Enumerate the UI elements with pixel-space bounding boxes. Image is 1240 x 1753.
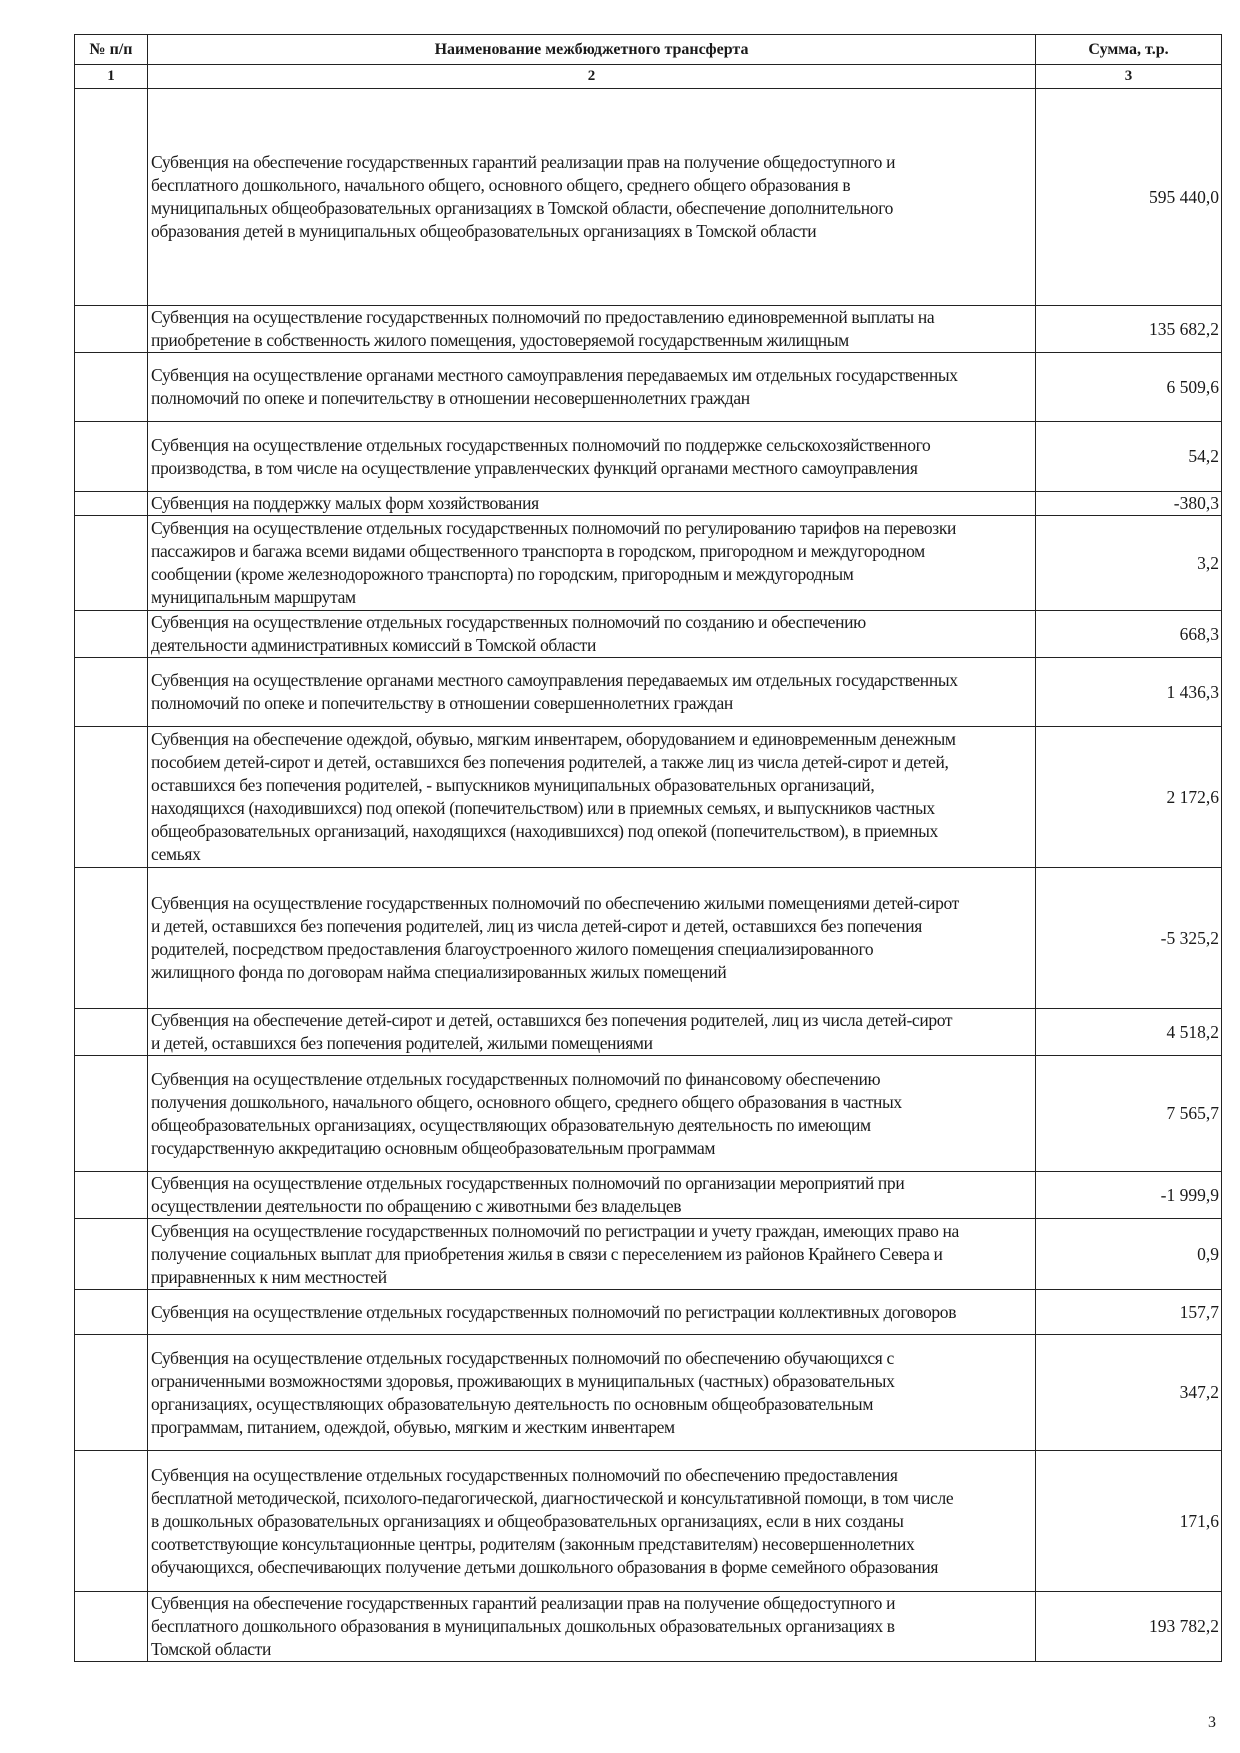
transfer-sum-cell: 4 518,2 (1036, 1009, 1222, 1056)
row-number-cell (75, 1219, 148, 1290)
table-row (75, 1172, 1222, 1219)
transfer-sum-cell: 0,9 (1036, 1219, 1222, 1290)
transfer-name-line: Томской области (151, 1639, 271, 1659)
transfer-name-line: полномочий по опеке и попечительству в отношении несовершеннолетних граждан (151, 388, 750, 408)
transfer-name-line: получения дошкольного, начального общего, основного общего, среднего общего образования в частных (151, 1091, 902, 1112)
transfer-name-cell (148, 1451, 1036, 1592)
transfers-table (74, 34, 1222, 1662)
header-row (75, 35, 1222, 65)
transfer-name-line: соответствующие консультационные центры, родителям (законным представителям) несовершеннолетних (151, 1533, 915, 1554)
transfer-name-line: Субвенция на осуществление отдельных государственных полномочий по регистрации коллективных договоров (151, 1301, 957, 1322)
transfer-name-cell (148, 1592, 1036, 1662)
transfer-name-line: Субвенция на осуществление отдельных государственных полномочий по обеспечению предоставления (151, 1464, 898, 1485)
transfer-sum-cell: 157,7 (1036, 1290, 1222, 1335)
table-row (75, 1335, 1222, 1451)
transfer-name-line: приобретение в собственность жилого помещения, удостоверяемой государственным жилищным (151, 330, 849, 350)
header-name: Наименование межбюджетного трансферта (148, 35, 1036, 65)
column-number-row (75, 65, 1222, 89)
transfer-name-cell (148, 658, 1036, 727)
transfer-sum-cell: -1 999,9 (1036, 1172, 1222, 1219)
transfer-name-line: Субвенция на осуществление отдельных государственных полномочий по обеспечению обучающихся с (151, 1347, 894, 1368)
transfer-name-cell (148, 1335, 1036, 1451)
transfer-name-line: производства, в том числе на осуществление управленческих функций органами местного самоуправления (151, 457, 918, 478)
row-number-cell (75, 89, 148, 306)
transfer-name-line: Субвенция на осуществление государственных полномочий по обеспечению жилыми помещениями детей-сирот (151, 893, 959, 913)
table-row (75, 611, 1222, 658)
transfer-name-line: находящихся (находившихся) под опекой (попечительством) или в приемных семьях, и выпускников частных (151, 798, 935, 818)
transfer-name-line: и детей, оставшихся без попечения родителей, лиц из числа детей-сирот и детей, оставшихся без попечения (151, 916, 922, 936)
transfer-name-line: Субвенция на осуществление органами местного самоуправления передаваемых им отдельных государственных (151, 670, 958, 690)
transfer-sum-cell: -380,3 (1036, 492, 1222, 516)
table-row (75, 727, 1222, 868)
row-number-cell (75, 353, 148, 422)
transfer-name-cell (148, 727, 1036, 868)
transfer-name-line: Субвенция на обеспечение государственных гарантий реализации прав на получение общедоступного и (151, 152, 896, 172)
table-row (75, 868, 1222, 1009)
transfer-name-cell (148, 1219, 1036, 1290)
table-row (75, 422, 1222, 492)
table-row (75, 1451, 1222, 1592)
transfer-name-cell (148, 1056, 1036, 1172)
transfer-name-line: осуществлении деятельности по обращению с животными без владельцев (151, 1196, 682, 1216)
table-row (75, 1290, 1222, 1335)
transfer-name-line: Субвенция на осуществление государственных полномочий по регистрации и учету граждан, имеющих право на (151, 1220, 959, 1241)
transfer-name-line: ограниченными возможностями здоровья, проживающих в муниципальных (частных) образовательных (151, 1370, 895, 1391)
transfer-sum-cell: 595 440,0 (1036, 89, 1222, 306)
transfer-name-cell (148, 492, 1036, 516)
transfer-name-line: Субвенция на осуществление отдельных государственных полномочий по регулированию тарифов на перевозки (151, 518, 957, 538)
row-number-cell (75, 1290, 148, 1335)
transfer-name-line: бесплатного дошкольного образования в муниципальных дошкольных образовательных организациях в (151, 1616, 895, 1636)
transfer-name-line: Субвенция на поддержку малых форм хозяйствования (151, 493, 539, 513)
transfer-name-line: муниципальным маршрутам (151, 587, 356, 607)
transfer-name-line: сообщении (кроме железнодорожного транспорта) по городским, пригородным и междугородным (151, 564, 854, 584)
transfer-name-line: образования детей в муниципальных общеобразовательных организациях в Томской области (151, 221, 817, 241)
transfer-name-line: и детей, оставшихся без попечения родителей, жилыми помещениями (151, 1033, 653, 1053)
row-number-cell (75, 727, 148, 868)
transfer-name-line: общеобразовательных организациях, осуществляющих образовательную деятельность по имеющим (151, 1114, 871, 1135)
row-number-cell (75, 611, 148, 658)
transfer-sum-cell: 1 436,3 (1036, 658, 1222, 727)
header-number: № п/п (75, 35, 148, 65)
transfer-sum-cell: 135 682,2 (1036, 306, 1222, 353)
transfer-sum-cell: 668,3 (1036, 611, 1222, 658)
transfer-name-cell (148, 353, 1036, 422)
transfer-name-cell (148, 1172, 1036, 1219)
transfer-name-line: обучающихся, обеспечивающих получение детьми дошкольного образования в форме семейного образования (151, 1556, 939, 1577)
transfer-name-line: Субвенция на осуществление отдельных государственных полномочий по организации мероприятий при (151, 1173, 905, 1193)
column-number: 2 (148, 65, 1036, 89)
row-number-cell (75, 658, 148, 727)
transfer-sum-cell: -5 325,2 (1036, 868, 1222, 1009)
transfer-name-cell (148, 89, 1036, 306)
transfer-name-line: пособием детей-сирот и детей, оставшихся без попечения родителей, а также лиц из числа детей-сирот и детей, (151, 752, 949, 772)
transfer-name-line: Субвенция на осуществление отдельных государственных полномочий по созданию и обеспечению (151, 612, 866, 632)
page-number: 3 (1208, 1714, 1216, 1731)
row-number-cell (75, 868, 148, 1009)
transfer-name-line: муниципальных общеобразовательных организациях в Томской области, обеспечение дополнительного (151, 198, 893, 218)
transfer-name-cell (148, 1009, 1036, 1056)
transfer-sum-cell: 193 782,2 (1036, 1592, 1222, 1662)
table-row (75, 353, 1222, 422)
transfer-name-line: Субвенция на осуществление органами местного самоуправления передаваемых им отдельных государственных (151, 365, 958, 385)
transfer-sum-cell: 2 172,6 (1036, 727, 1222, 868)
table-row (75, 1009, 1222, 1056)
transfer-name-line: Субвенция на обеспечение государственных гарантий реализации прав на получение общедоступного и (151, 1593, 896, 1613)
transfer-name-line: в дошкольных образовательных организациях и общеобразовательных организациях, если в них созданы (151, 1510, 904, 1531)
row-number-cell (75, 1451, 148, 1592)
row-number-cell (75, 492, 148, 516)
table-row (75, 306, 1222, 353)
table-row (75, 1219, 1222, 1290)
row-number-cell (75, 516, 148, 611)
row-number-cell (75, 306, 148, 353)
transfer-name-line: пассажиров и багажа всеми видами общественного транспорта в городском, пригородном и междугородном (151, 541, 925, 561)
transfer-name-line: Субвенция на осуществление отдельных государственных полномочий по финансовому обеспечению (151, 1068, 881, 1089)
column-number: 3 (1036, 65, 1222, 89)
table-row (75, 1056, 1222, 1172)
transfer-name-line: Субвенция на обеспечение детей-сирот и детей, оставшихся без попечения родителей, лиц из числа детей-сирот (151, 1010, 953, 1030)
transfer-name-line: деятельности административных комиссий в Томской области (151, 635, 596, 655)
transfer-name-line: получение социальных выплат для приобретения жилья в связи с переселением из районов Крайнего Севера и (151, 1243, 943, 1264)
row-number-cell (75, 1172, 148, 1219)
transfer-name-line: программам, питанием, одеждой, обувью, мягким и жестким инвентарем (151, 1416, 675, 1437)
transfer-name-cell (148, 422, 1036, 492)
table-row (75, 1592, 1222, 1662)
table-row (75, 516, 1222, 611)
transfer-sum-cell: 6 509,6 (1036, 353, 1222, 422)
transfer-name-line: Субвенция на осуществление отдельных государственных полномочий по поддержке сельскохозяйственного (151, 434, 931, 455)
table-row (75, 658, 1222, 727)
transfer-name-line: бесплатной методической, психолого-педагогической, диагностической и консультативной помощи, в том числе (151, 1487, 954, 1508)
column-number: 1 (75, 65, 148, 89)
transfer-sum-cell: 347,2 (1036, 1335, 1222, 1451)
row-number-cell (75, 1335, 148, 1451)
row-number-cell (75, 1592, 148, 1662)
row-number-cell (75, 1056, 148, 1172)
transfer-name-cell (148, 306, 1036, 353)
table-row (75, 89, 1222, 306)
transfer-sum-cell: 54,2 (1036, 422, 1222, 492)
transfer-name-line: Субвенция на обеспечение одеждой, обувью, мягким инвентарем, оборудованием и единовременным денежным (151, 729, 956, 749)
transfer-name-line: государственную аккредитацию основным общеобразовательным программам (151, 1137, 716, 1158)
transfer-name-cell (148, 1290, 1036, 1335)
transfer-name-line: оставшихся без попечения родителей, - выпускников муниципальных образовательных организаций, (151, 775, 875, 795)
transfer-name-cell (148, 516, 1036, 611)
transfer-name-line: организациях, осуществляющих образовательную деятельность по основным общеобразовательным (151, 1393, 874, 1414)
header-sum: Сумма, т.р. (1036, 35, 1222, 65)
transfer-sum-cell: 171,6 (1036, 1451, 1222, 1592)
transfer-name-line: родителей, посредством предоставления благоустроенного жилого помещения специализированного (151, 939, 874, 959)
transfer-name-line: приравненных к ним местностей (151, 1266, 387, 1287)
transfer-name-line: общеобразовательных организаций, находящихся (находившихся) под опекой (попечительством), в приемных (151, 821, 938, 841)
table-row (75, 492, 1222, 516)
transfer-sum-cell: 3,2 (1036, 516, 1222, 611)
row-number-cell (75, 1009, 148, 1056)
transfer-name-cell (148, 868, 1036, 1009)
transfer-name-line: полномочий по опеке и попечительству в отношении совершеннолетних граждан (151, 693, 733, 713)
row-number-cell (75, 422, 148, 492)
transfer-name-line: бесплатного дошкольного, начального общего, основного общего, среднего общего образования в (151, 175, 851, 195)
transfer-name-line: жилищного фонда по договорам найма специализированных жилых помещений (151, 962, 727, 982)
transfer-name-cell (148, 611, 1036, 658)
transfer-sum-cell: 7 565,7 (1036, 1056, 1222, 1172)
transfer-name-line: семьях (151, 844, 201, 864)
transfer-name-line: Субвенция на осуществление государственных полномочий по предоставлению единовременной выплаты на (151, 307, 935, 327)
